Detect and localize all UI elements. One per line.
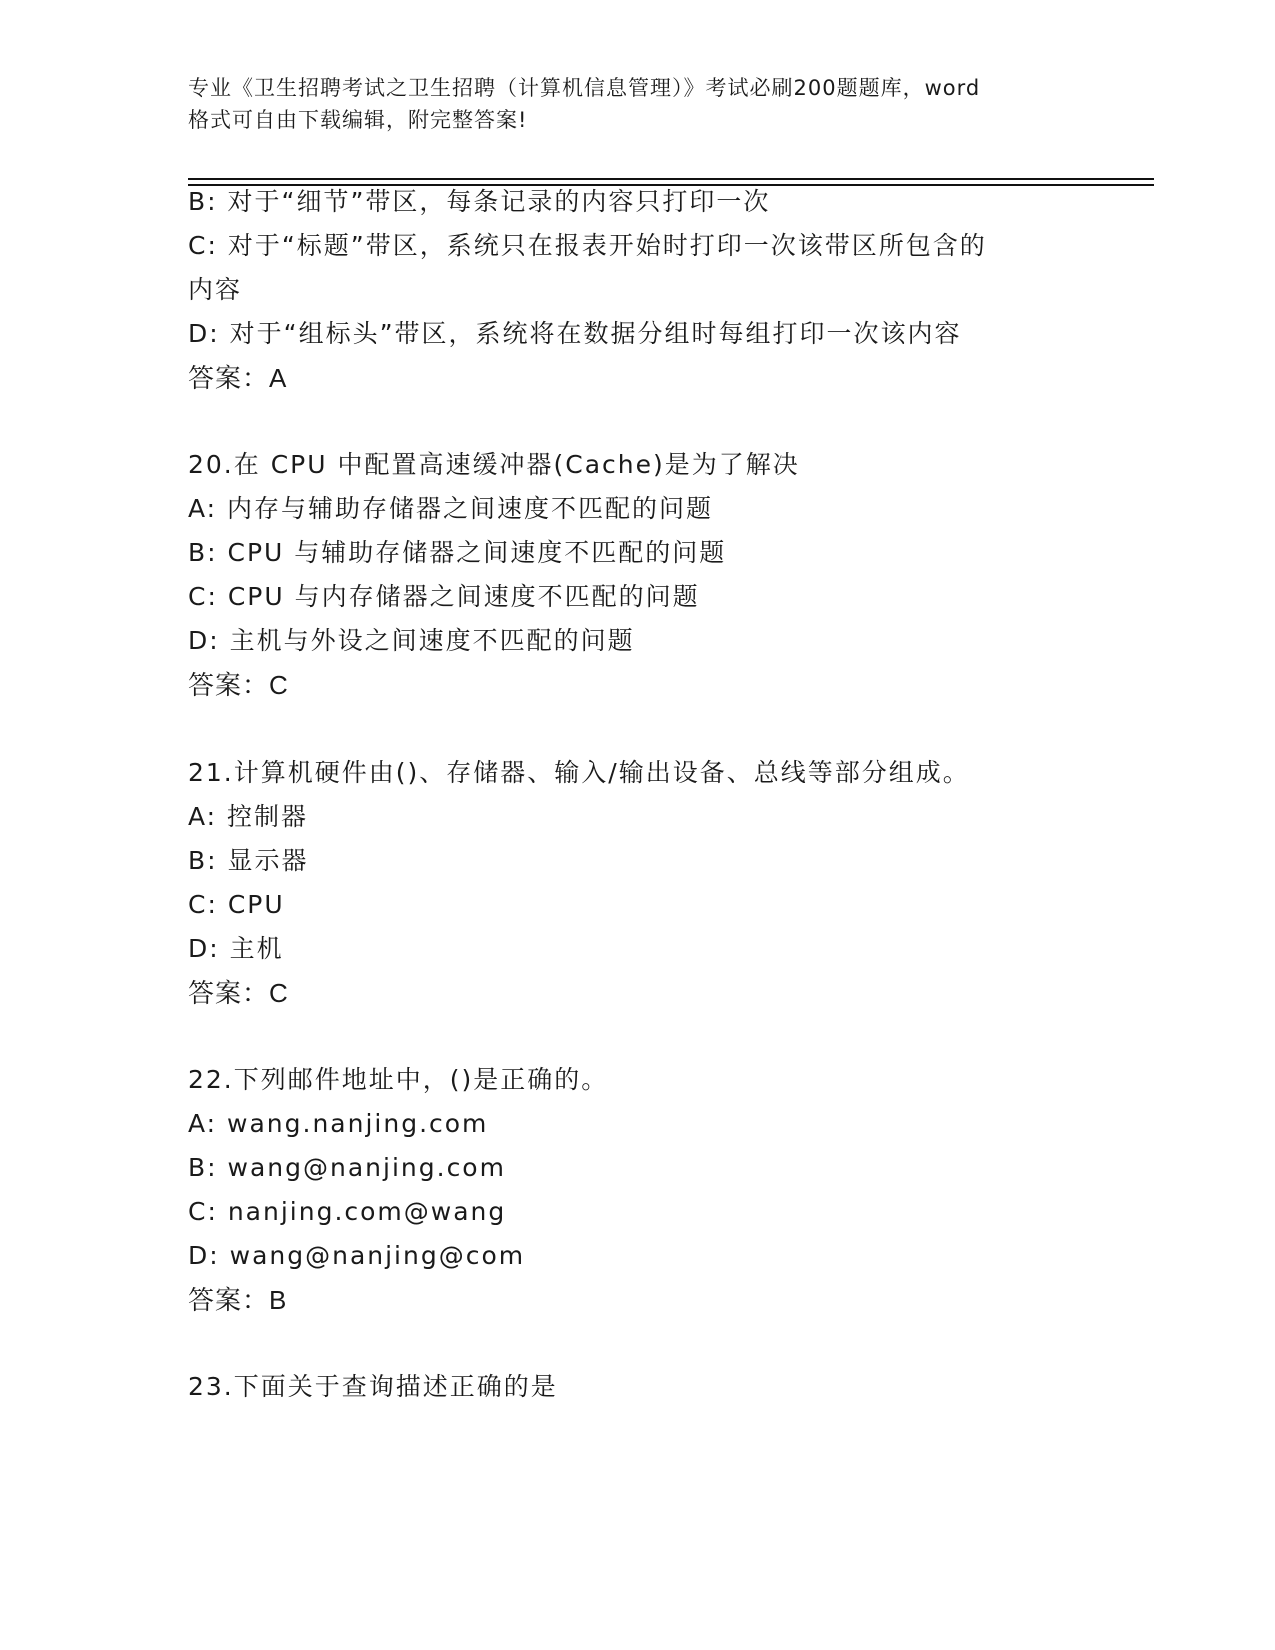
question-20-option-a: A: 内存与辅助存储器之间速度不匹配的问题: [188, 494, 714, 523]
question-21-option-d: D: 主机: [188, 934, 284, 963]
question-23-stem: 23.下面关于查询描述正确的是: [188, 1372, 558, 1401]
question-21-option-c: C: CPU: [188, 890, 285, 919]
question-22-option-b: B: wang@nanjing.com: [188, 1153, 506, 1182]
question-22-option-c: C: nanjing.com@wang: [188, 1197, 507, 1226]
question-21-stem: 21.计算机硬件由()、存储器、输入/输出设备、总线等部分组成。: [188, 758, 970, 787]
header-divider-top: [188, 178, 1154, 180]
question-22-option-d: D: wang@nanjing@com: [188, 1241, 526, 1270]
question-20-stem: 20.在 CPU 中配置高速缓冲器(Cache)是为了解决: [188, 450, 800, 479]
question-22-answer: 答案：B: [188, 1285, 288, 1315]
question-21-answer: 答案：C: [188, 978, 289, 1008]
prev-answer: 答案：A: [188, 363, 288, 393]
question-20-option-c: C: CPU 与内存储器之间速度不匹配的问题: [188, 582, 700, 611]
question-20-option-b: B: CPU 与辅助存储器之间速度不匹配的问题: [188, 538, 727, 567]
question-22-stem: 22.下列邮件地址中，()是正确的。: [188, 1065, 609, 1094]
header-title-line-2: 格式可自由下载编辑，附完整答案!: [188, 108, 528, 132]
prev-option-b: B: 对于“细节”带区，每条记录的内容只打印一次: [188, 187, 771, 216]
prev-option-c: C: 对于“标题”带区，系统只在报表开始时打印一次该带区所包含的: [188, 231, 987, 260]
question-20-answer: 答案：C: [188, 670, 289, 700]
question-21-option-a: A: 控制器: [188, 802, 309, 831]
document-header: [188, 72, 1108, 136]
question-22-option-a: A: wang.nanjing.com: [188, 1109, 489, 1138]
prev-option-d: D: 对于“组标头”带区，系统将在数据分组时每组打印一次该内容: [188, 319, 962, 348]
question-21-option-b: B: 显示器: [188, 846, 309, 875]
header-title-line-1: 专业《卫生招聘考试之卫生招聘（计算机信息管理）》考试必刷200题题库，word: [188, 76, 981, 100]
question-20-option-d: D: 主机与外设之间速度不匹配的问题: [188, 626, 635, 655]
prev-option-c-continued: 内容: [188, 275, 243, 304]
